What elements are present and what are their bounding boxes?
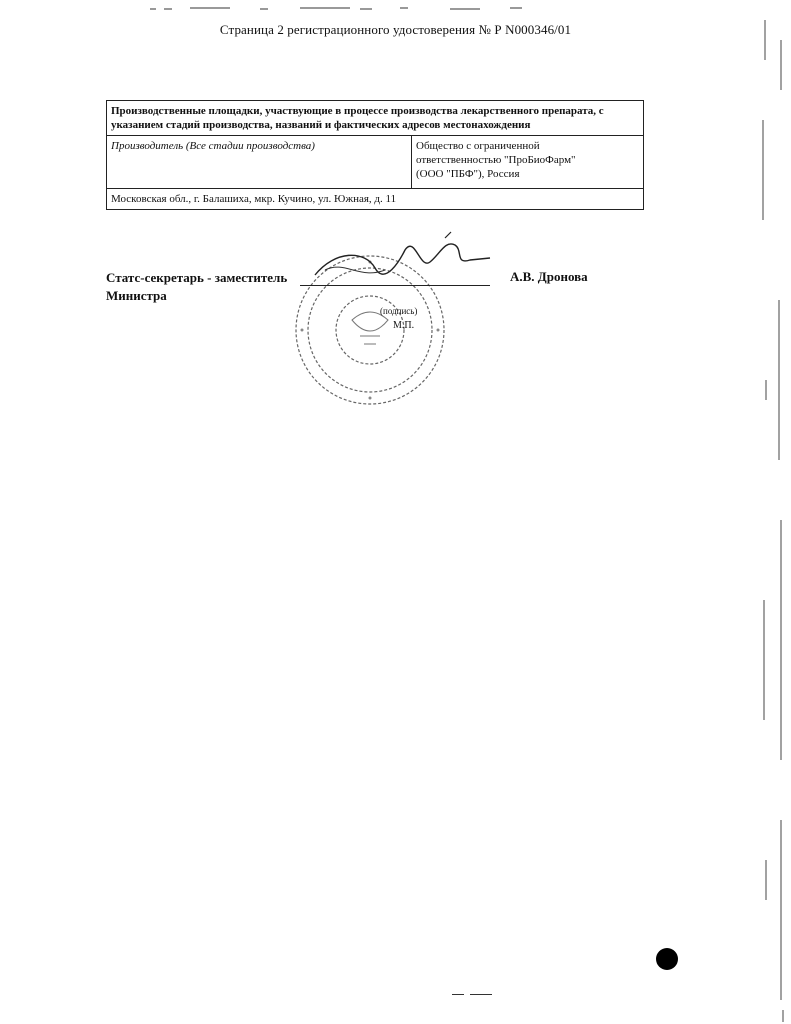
scan-noise-bottom xyxy=(452,993,492,996)
signature-line xyxy=(300,285,490,286)
handwritten-signature xyxy=(305,230,495,290)
table-row xyxy=(107,189,644,210)
production-sites-table xyxy=(106,100,644,210)
table-row xyxy=(107,101,644,136)
position-line: Статс-секретарь - заместитель xyxy=(106,270,288,285)
producer-name-line: ответственностью "ПроБиоФарм" xyxy=(416,154,576,166)
table-heading: Производственные площадки, участвующие в процессе производства лекарственного препарата, с указанием стадий производства, названий и фактических адресов местонахождения xyxy=(107,101,644,136)
punch-hole xyxy=(656,948,678,970)
seal-caption: М.П. xyxy=(393,320,415,331)
site-address: Московская обл., г. Балашиха, мкр. Кучино, ул. Южная, д. 11 xyxy=(107,189,644,210)
position-line: Министра xyxy=(106,288,167,303)
scan-edge-artifacts xyxy=(671,0,791,1024)
scan-noise-top xyxy=(150,6,570,12)
page-header: Страница 2 регистрационного удостоверения № Р N000346/01 xyxy=(219,22,572,37)
producer-name-cell xyxy=(412,136,644,189)
signer-name: А.В. Дронова xyxy=(510,269,588,284)
signature-caption: (подпись) xyxy=(380,306,418,316)
producer-name-line: Общество с ограниченной xyxy=(416,140,540,152)
producer-label: Производитель (Все стадии производства) xyxy=(107,136,412,189)
table-row xyxy=(107,136,644,189)
signatory-position xyxy=(106,269,287,305)
producer-name-line: (ООО "ПБФ"), Россия xyxy=(416,168,520,180)
